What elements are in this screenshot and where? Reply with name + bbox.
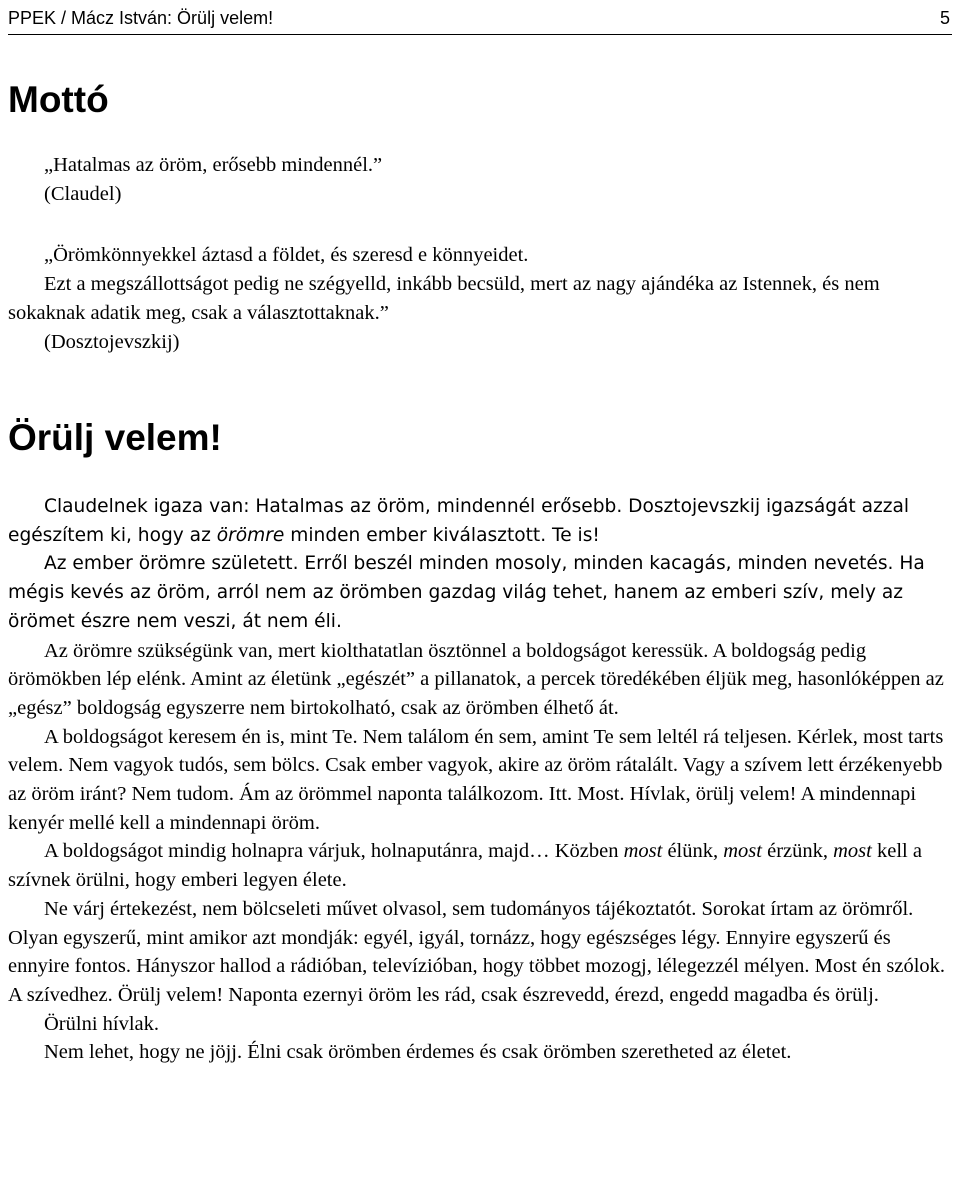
paragraph-3: Az örömre szükségünk van, mert kiolthatatlan ösztönnel a boldogságot keressük. A boldogság pedig örömökben lép elénk. Amint az életünk „egészét” a pillanatok, a percek töredékében éljük meg, hasonlóképpen az „egész” boldogság egyszerre nem birtokolható, csak az örömben élhető át. <box>8 639 944 719</box>
paragraph-7: Örülni hívlak. <box>44 1012 160 1035</box>
quote-author: (Dosztojevszkij) <box>44 331 180 353</box>
chapter-heading: Örülj velem! <box>8 417 222 458</box>
emphasis: most <box>623 840 663 863</box>
motto-heading: Mottó <box>8 79 109 120</box>
quote-line-2: Ezt a megszállottságot pedig ne szégyelld, inkább becsüld, mert az nagy ajándéka az Istennek, és nem sokaknak adatik meg, csak a választottaknak.” <box>8 273 880 324</box>
chapter-body <box>8 493 954 1067</box>
quote-line-1: „Örömkönnyekkel áztasd a földet, és szeresd e könnyeidet. <box>44 244 529 266</box>
paragraph-4: A boldogságot keresem én is, mint Te. Nem találom én sem, amint Te sem leltél rá teljesen. Kérlek, most tarts velem. Nem vagyok tudós, sem bölcs. Csak ember vagyok, akire az öröm rátalált. Vagy a szívem lett érzékenyebb az öröm iránt? Nem tudom. Ám az örömmel naponta találkozom. Itt. Most. Hívlak, örülj velem! A mindennapi kenyér mellé kell a mindennapi öröm. <box>8 725 944 834</box>
motto-quote-claudel <box>8 151 954 209</box>
paragraph-1: Claudelnek igaza van: Hatalmas az öröm, mindennél erősebb. Dosztojevszkij igazságát azzal egészítem ki, hogy az örömre minden ember kiválasztott. Te is! <box>8 496 910 546</box>
header-title: PPEK / Mácz István: Örülj velem! <box>8 8 274 28</box>
paragraph-5: A boldogságot mindig holnapra várjuk, holnaputánra, majd… Közben most élünk, most érzünk, most kell a szívnek örülni, hogy emberi legyen élete. <box>8 840 922 892</box>
page-number: 5 <box>939 8 950 28</box>
emphasis: örömre <box>216 524 285 546</box>
motto-quote-dosztojevszkij <box>8 241 954 357</box>
emphasis: most <box>833 840 872 863</box>
quote-author: (Claudel) <box>44 183 122 205</box>
page-header <box>8 2 952 35</box>
paragraph-2: Az ember örömre született. Erről beszél minden mosoly, minden kacagás, minden nevetés. Ha mégis kevés az öröm, arról nem az örömben gazdag világ tehet, hanem az emberi szív, mely az örömet észre nem veszi, át nem éli. <box>8 553 925 632</box>
paragraph-8: Nem lehet, hogy ne jöjj. Élni csak örömben érdemes és csak örömben szeretheted az életet. <box>44 1041 792 1064</box>
paragraph-6: Ne várj értekezést, nem bölcseleti művet olvasol, sem tudományos tájékoztatót. Sorokat írtam az örömről. Olyan egyszerű, mint amikor azt mondják: egyél, igyál, tornázz, hogy egészséges légy. Ennyire egyszerű és ennyire fontos. Hányszor hallod a rádióban, televízióban, hogy többet mozogj, lélegezzél mélyen. Most én szólok. A szívedhez. Örülj velem! Naponta ezernyi öröm les rád, csak észrevedd, érezd, engedd magadba és örülj. <box>8 897 946 1006</box>
emphasis: most <box>723 840 762 863</box>
quote-text: „Hatalmas az öröm, erősebb mindennél.” <box>44 154 383 176</box>
